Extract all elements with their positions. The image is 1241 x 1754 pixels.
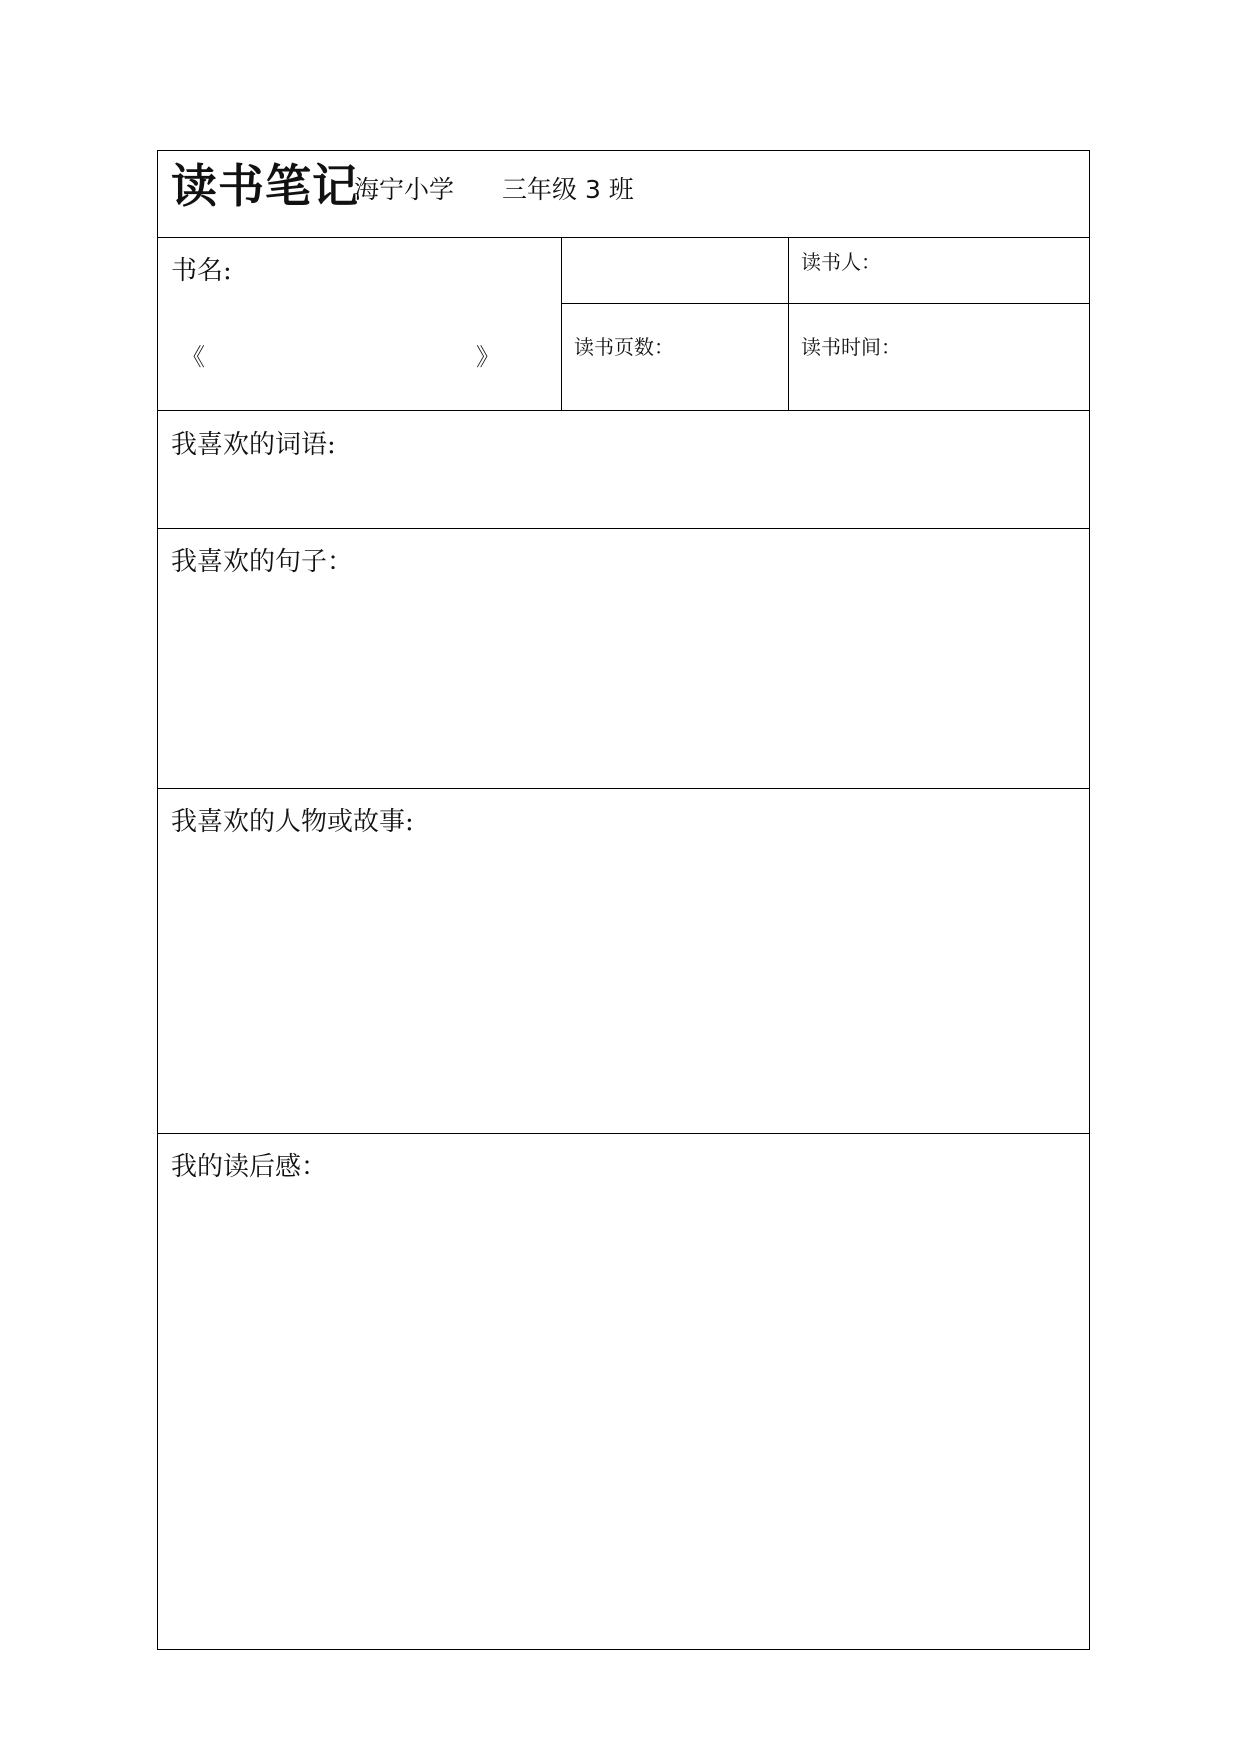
book-open-bracket: 《	[181, 343, 205, 371]
favorite-sentences-label: 我喜欢的句子：	[171, 547, 354, 577]
favorite-characters-label: 我喜欢的人物或故事:	[171, 807, 414, 837]
sentences-section-divider	[158, 788, 1089, 789]
reader-label: 读书人：	[801, 250, 881, 274]
info-row-inner-divider	[561, 303, 1089, 304]
title-row-divider	[158, 237, 1089, 238]
reader-cell-divider	[788, 237, 789, 410]
info-row-divider	[158, 410, 1089, 411]
book-name-label: 书名:	[171, 256, 232, 286]
favorite-words-label: 我喜欢的词语:	[171, 430, 336, 460]
characters-section-divider	[158, 1133, 1089, 1134]
book-name-cell-divider	[561, 237, 562, 410]
reading-notes-form	[157, 150, 1090, 1650]
class-name: 三年级 3 班	[502, 175, 634, 204]
form-title: 读书笔记	[171, 159, 359, 213]
book-close-bracket: 》	[476, 343, 500, 371]
words-section-divider	[158, 528, 1089, 529]
school-name: 海宁小学	[354, 175, 455, 204]
reading-time-label: 读书时间：	[801, 335, 901, 359]
pages-label: 读书页数：	[574, 335, 674, 359]
reflection-label: 我的读后感：	[171, 1152, 328, 1182]
